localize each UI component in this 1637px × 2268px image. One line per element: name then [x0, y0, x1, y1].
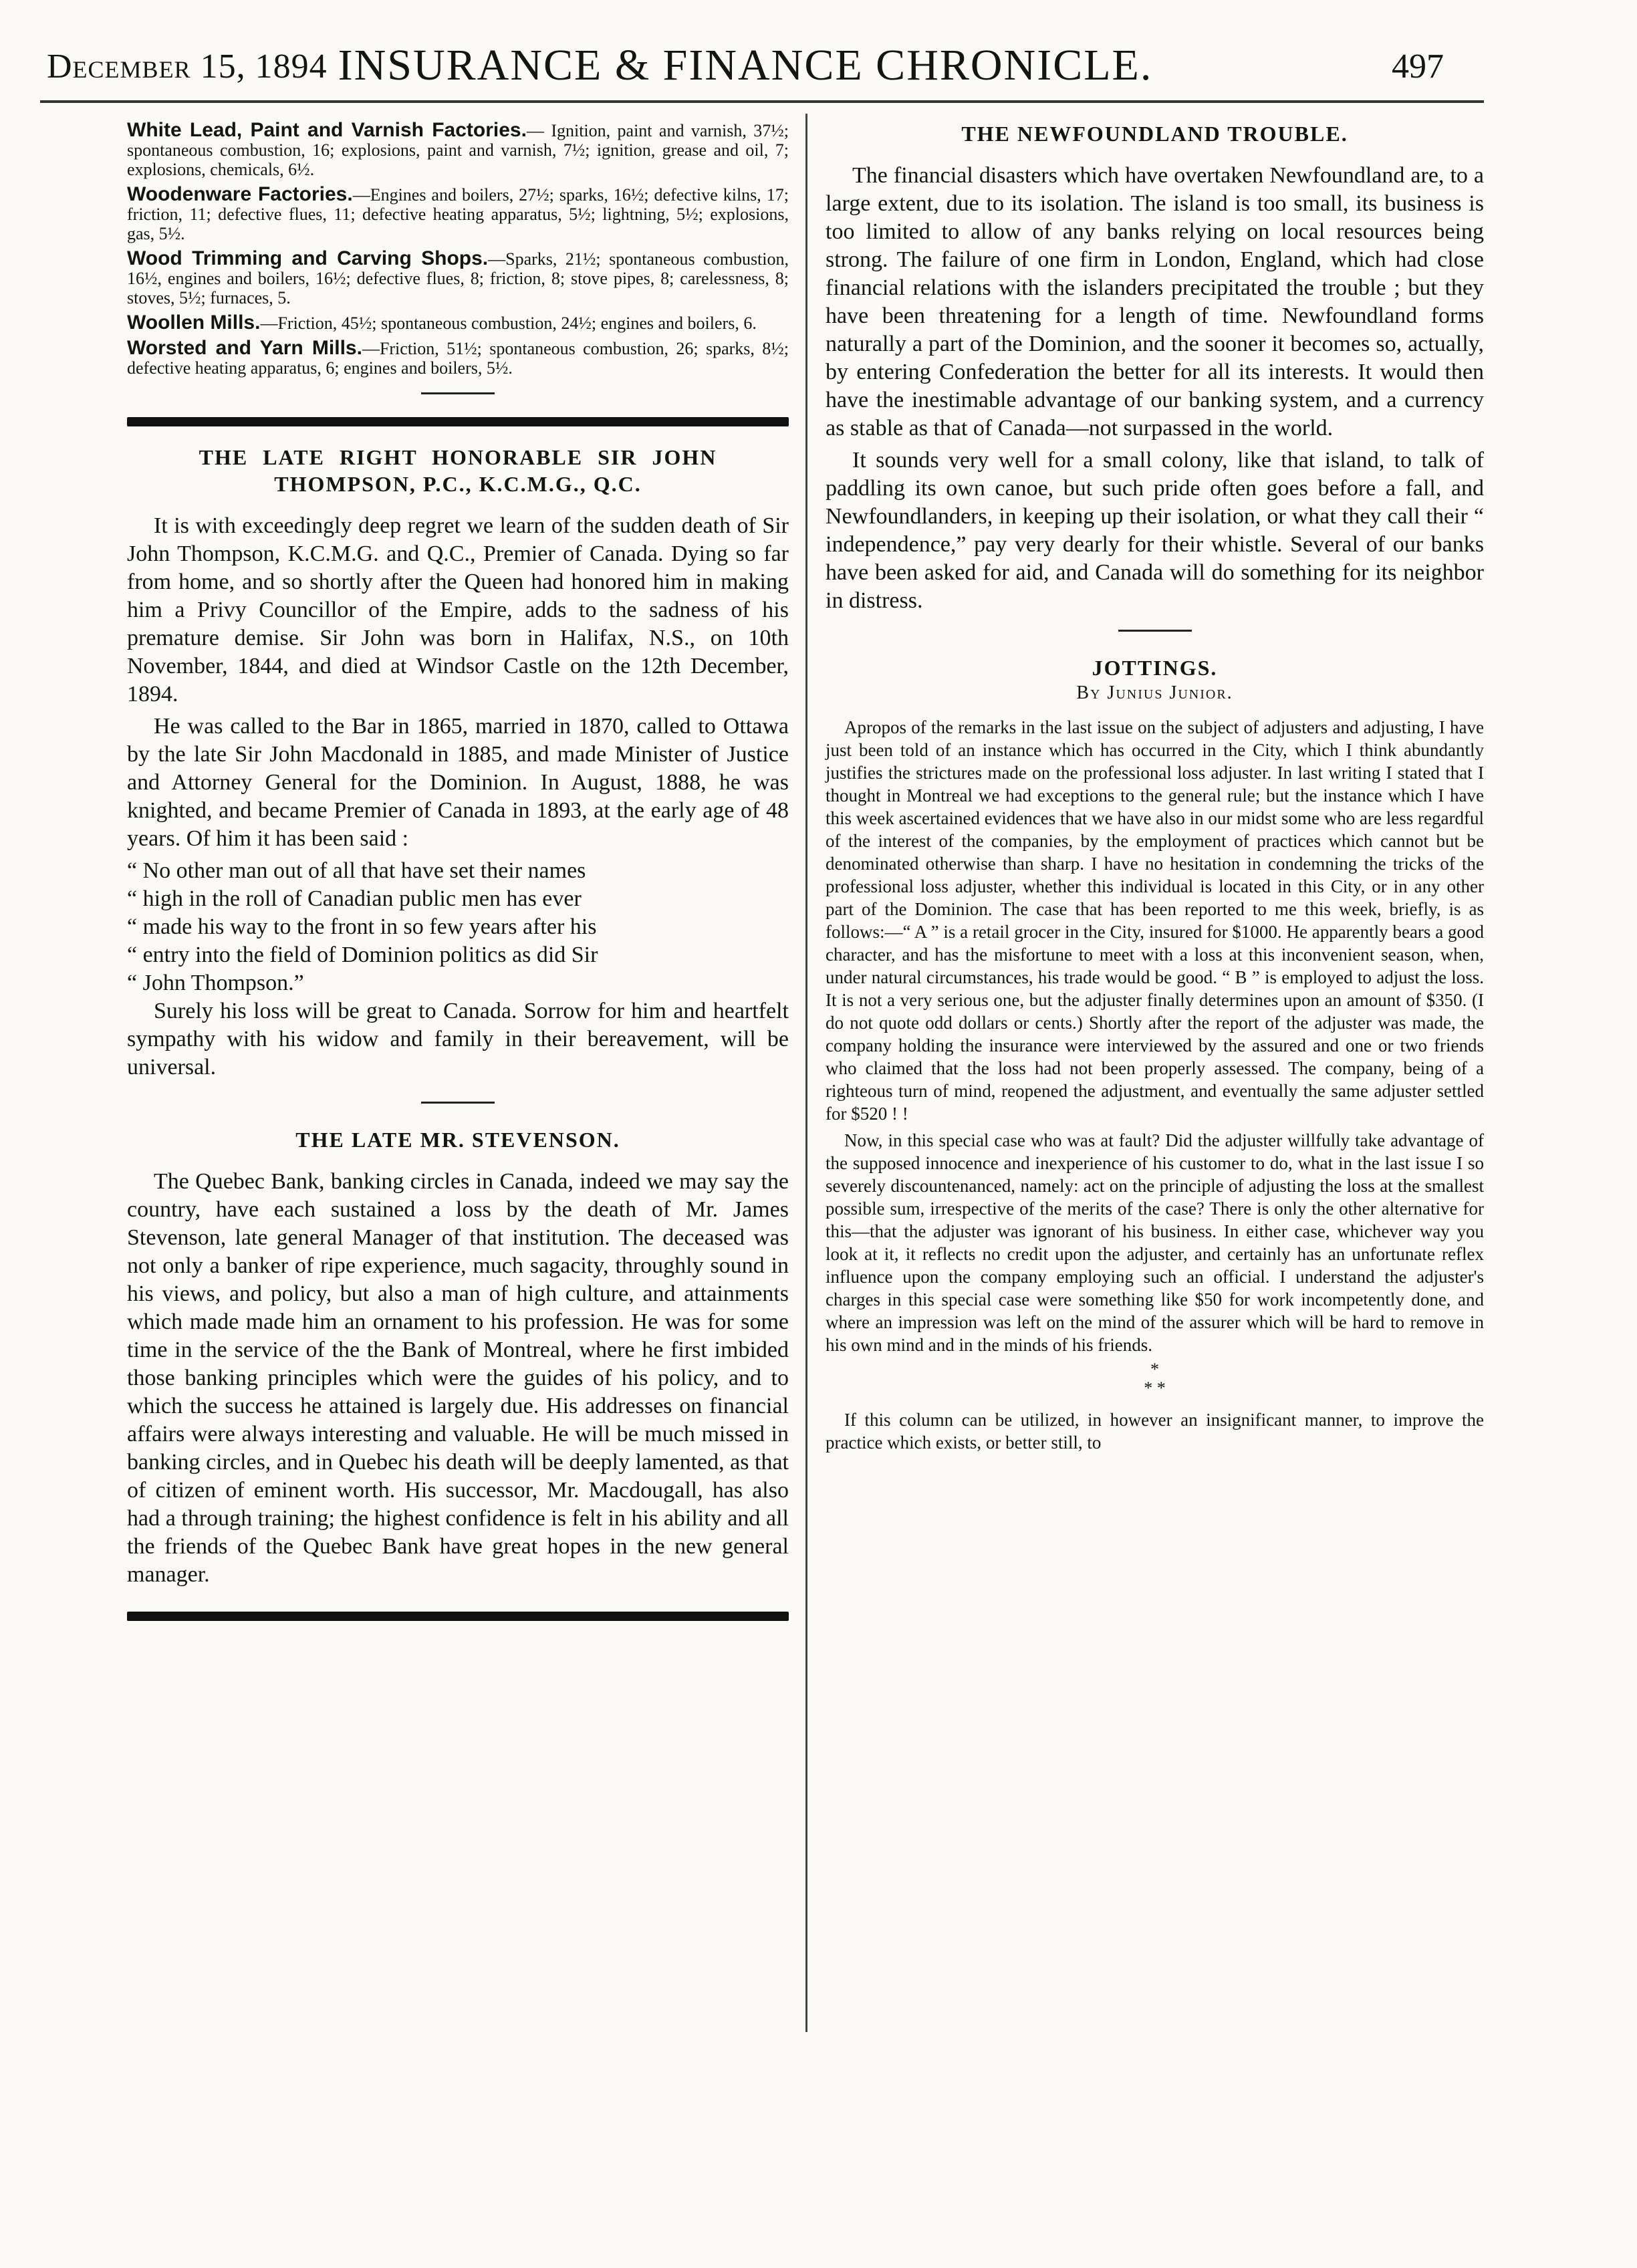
jottings-article — [826, 654, 1484, 1454]
fire-cause-text: —Engines and boilers, 27½; sparks, 16½; defective kilns, 17; friction, 11; defective flues, 11; defective heating apparatus, 5½; lightning, 5½; explosions, gas, 5½. — [127, 185, 789, 243]
publication-title: INSURANCE & FINANCE CHRONICLE. — [338, 41, 1153, 90]
article-paragraph: Apropos of the remarks in the last issue on the subject of adjusters and adjusting, I have just been told of an instance which has occurred in the City, which I think abundantly justifies the strictures made on the professional loss adjuster. In last writing I stated that I thought in Montreal we had exceptions to the general rule; but the instance which I have this week ascertained evidences that we have also in our midst some who are less regardful of the interest of the companies, by the employment of practices which cannot but be denominated otherwise than sharp. I have no hesitation in condemning the tricks of the professional loss adjuster, whether this individual is located in this City, or in any other part of the Dominion. The case that has been reported to me this week, briefly, is as follows:—“ A ” is a retail grocer in the City, insured for $1000. He apparently bears a good character, and has the misfortune to meet with a loss at this inconvenient season, when, under natural circumstances, his trade would be good. “ B ” is employed to adjust the loss. It is not a very serious one, but the adjuster finally determines upon an amount of $350. (I do not quote odd dollars or cents.) Shortly after the report of the adjuster was made, the company holding the insurance were interviewed by the assured and one or two friends who claimed that the loss had not been properly assessed. The company, being of a righteous turn of mind, reopened the adjustment, and eventually the same adjuster settled for $520 ! ! — [826, 717, 1484, 1124]
heavy-divider — [127, 1612, 789, 1621]
column-divider — [805, 114, 807, 2032]
section-divider — [1118, 630, 1192, 632]
quote-line: “ entry into the field of Dominion politics as did Sir — [127, 942, 598, 967]
fire-cause-item — [127, 120, 789, 179]
article-heading — [127, 444, 789, 471]
article-heading: THE LATE MR. STEVENSON. — [295, 1128, 620, 1152]
fire-cause-item — [127, 249, 789, 307]
byline: By Junius Junior. — [1076, 682, 1233, 703]
fire-cause-text: —Friction, 45½; spontaneous combustion, 24½; engines and boilers, 6. — [260, 313, 757, 333]
section-divider — [421, 1102, 495, 1104]
fire-cause-item — [127, 184, 789, 243]
fire-cause-text: — Ignition, paint and varnish, 37½; spontaneous combustion, 16; explosions, paint and varnish, 7½; ignition, grease and oil, 7; explosions, chemicals, 6½. — [127, 121, 789, 179]
fire-causes-list — [127, 120, 789, 378]
article-paragraph: It is with exceedingly deep regret we learn of the sudden death of Sir John Thompson, K.C.M.G. and Q.C., Premier of Canada. Dying so far from home, and so shortly after the Queen had honored him in making him a Privy Councillor of the Empire, adds to the sadness of his premature demise. Sir John was born in Halifax, N.S., on 10th November, 1844, and died at Windsor Castle on the 12th December, 1894. — [127, 513, 789, 707]
quote-line: “ No other man out of all that have set their names — [127, 858, 586, 883]
fire-cause-item — [127, 313, 789, 333]
quote-line: “ made his way to the front in so few years after his — [127, 914, 597, 939]
fire-cause-name: Wood Trimming and Carving Shops. — [127, 247, 489, 269]
heading-line: THE LATE RIGHT HONORABLE SIR JOHN — [199, 445, 717, 469]
heavy-divider — [127, 417, 789, 426]
fire-cause-text: —Sparks, 21½; spontaneous combustion, 16½, engines and boilers, 16½; defective flues, 8; friction, 8; stove pipes, 8; carelessness, 8; stoves, 5½; furnaces, 5. — [127, 249, 789, 307]
quote-line: “ high in the roll of Canadian public men has ever — [127, 886, 582, 911]
quotation — [127, 857, 789, 997]
article-heading: THE NEWFOUNDLAND TROUBLE. — [961, 122, 1348, 146]
article-paragraph: Surely his loss will be great to Canada. Sorrow for him and heartfelt sympathy with his widow and family in their bereavement, will be universal. — [127, 999, 789, 1080]
page-number: 497 — [1392, 47, 1444, 86]
article-paragraph: The Quebec Bank, banking circles in Canada, indeed we may say the country, have each sustained a loss by the death of Mr. James Stevenson, late general Manager of that institution. The deceased was not only a banker of ripe experience, much sagacity, throughly sound in his views, and policy, but also a man of high culture, and attainments which made made him an ornament to his profession. He was for some time in the service of the the Bank of Montreal, where he first imbided those banking principles which were the guides of his policy, and to which the success he attained is largely due. His addresses on financial affairs were always interesting and valuable. He will be much missed in banking circles, and in Quebec his death will be deeply lamented, as that of citizen of eminent worth. His successor, Mr. Macdougall, has also had a through training; the highest confidence is felt in his ability and all the friends of the Quebec Bank have great hopes in the new general manager. — [127, 1169, 789, 1587]
fire-cause-name: White Lead, Paint and Varnish Factories. — [127, 119, 527, 141]
newfoundland-article — [826, 120, 1484, 615]
fire-cause-item — [127, 338, 789, 378]
article-heading: JOTTINGS. — [1092, 656, 1218, 680]
article-paragraph: He was called to the Bar in 1865, married in 1870, called to Ottawa by the late Sir John Macdonald in 1885, and made Minister of Justice and Attorney General for the Dominion. In August, 1888, he was knighted, and became Premier of Canada in 1893, at the early age of 48 years. Of him it has been said : — [127, 714, 789, 851]
issue-date: December 15, 1894 — [47, 47, 328, 86]
fire-cause-name: Woodenware Factories. — [127, 183, 353, 205]
article-paragraph: It sounds very well for a small colony, like that island, to talk of paddling its own canoe, but such pride often goes before a fall, and Newfoundlanders, in keeping up their isolation, or what they call their “ independence,” pay very dearly for their whistle. Several of our banks have been asked for aid, and Canada will do something for its neighbor in distress. — [826, 448, 1484, 613]
asterism: * * * — [1144, 1360, 1166, 1398]
article-heading-line2: THOMPSON, P.C., K.C.M.G., Q.C. — [274, 472, 642, 496]
section-divider — [421, 392, 495, 394]
article-paragraph: If this column can be utilized, in however an insignificant manner, to improve the practice which exists, or better still, to — [826, 1410, 1484, 1453]
quote-line: “ John Thompson.” — [127, 971, 304, 995]
page-header — [47, 35, 1444, 102]
header-rule — [40, 100, 1484, 103]
right-column — [826, 120, 1484, 1458]
thompson-article — [127, 444, 789, 1082]
article-paragraph: Now, in this special case who was at fault? Did the adjuster willfully take advantage of the supposed innocence and inexperience of his customer to do, what in the last issue I so severely discountenanced, namely: act on the principle of adjusting the loss at the smallest possible sum, irrespective of the merits of the case? There is only the other alternative for this—that the adjuster was ignorant of his business. In either case, whichever way you look at it, it reflects no credit upon the adjuster, and certainly has an unfortunate reflex influence upon the company employing such an official. I understand the adjuster's charges in this special case were something like $50 for work incompetently done, and where an impression was left on the mind of the assurer which will be hard to remove in his own mind and in the minds of his friends. — [826, 1130, 1484, 1355]
left-column — [127, 120, 789, 1638]
article-paragraph: The financial disasters which have overtaken Newfoundland are, to a large extent, due to its isolation. The island is too small, its business is too limited to allow of any banks relying on local resources being strong. The failure of one firm in London, England, which had close financial relations with the islanders precipitated the trouble ; but they have been threatening for a length of time. Newfoundland forms naturally a part of the Dominion, and the sooner it becomes so, actually, by entering Confederation the better for all its interests. It would then have the inestimable advantage of our banking system, and a currency as stable as that of Canada—not surpassed in the world. — [826, 163, 1484, 440]
stevenson-article — [127, 1126, 789, 1589]
fire-cause-name: Worsted and Yarn Mills. — [127, 337, 362, 359]
fire-cause-text: —Friction, 51½; spontaneous combustion, 26; sparks, 8½; defective heating apparatus, 6; engines and boilers, 5½. — [127, 339, 789, 378]
fire-cause-name: Woollen Mills. — [127, 311, 261, 334]
